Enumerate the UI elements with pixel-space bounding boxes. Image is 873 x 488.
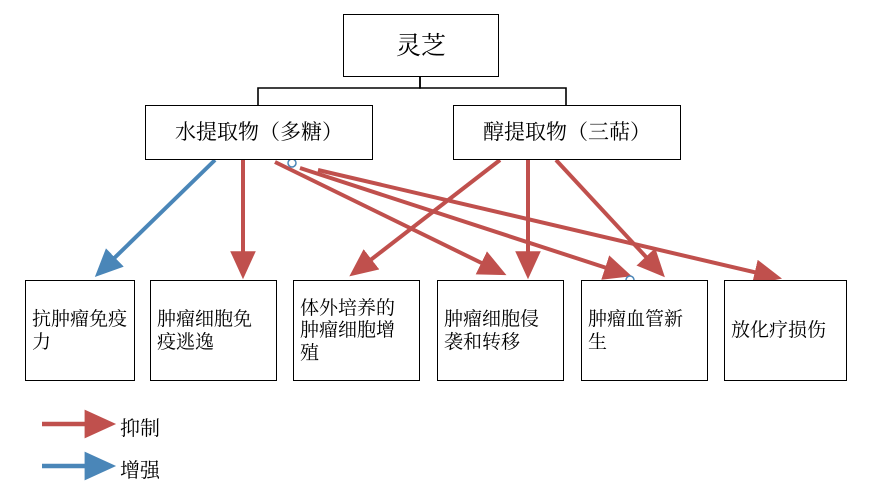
legend-label-enhance: 增强 (120, 458, 160, 482)
node-antitumor-immunity[interactable] (25, 280, 135, 381)
alcohol-extract-links (355, 160, 660, 284)
node-angiogenesis[interactable] (581, 280, 708, 381)
root-to-mid-links (258, 77, 566, 105)
node-water-extract-label: 水提取物（多糖） (175, 120, 343, 145)
node-antitumor-immunity-label: 抗肿瘤免疫力 (32, 308, 128, 353)
water-extract-links (100, 159, 775, 277)
node-chemoradiotherapy-damage[interactable] (724, 280, 847, 381)
node-invasion-metastasis[interactable] (437, 280, 564, 381)
node-root[interactable] (343, 14, 499, 77)
node-water-extract[interactable] (145, 105, 373, 160)
node-immune-escape-label: 肿瘤细胞免疫逃逸 (157, 308, 253, 353)
node-alcohol-extract-label: 醇提取物（三萜） (483, 120, 651, 145)
node-chemoradiotherapy-damage-label: 放化疗损伤 (731, 319, 827, 342)
node-alcohol-extract[interactable] (453, 105, 681, 160)
node-root-label: 灵芝 (395, 30, 446, 60)
legend-arrows (42, 424, 108, 466)
node-in-vitro-proliferation-label: 体外培养的肿瘤细胞增殖 (300, 296, 396, 364)
node-angiogenesis-label: 肿瘤血管新生 (588, 308, 684, 353)
node-immune-escape[interactable] (150, 280, 277, 381)
node-in-vitro-proliferation[interactable] (293, 280, 420, 381)
node-invasion-metastasis-label: 肿瘤细胞侵袭和转移 (444, 308, 540, 353)
legend-label-inhibit: 抑制 (120, 416, 160, 440)
